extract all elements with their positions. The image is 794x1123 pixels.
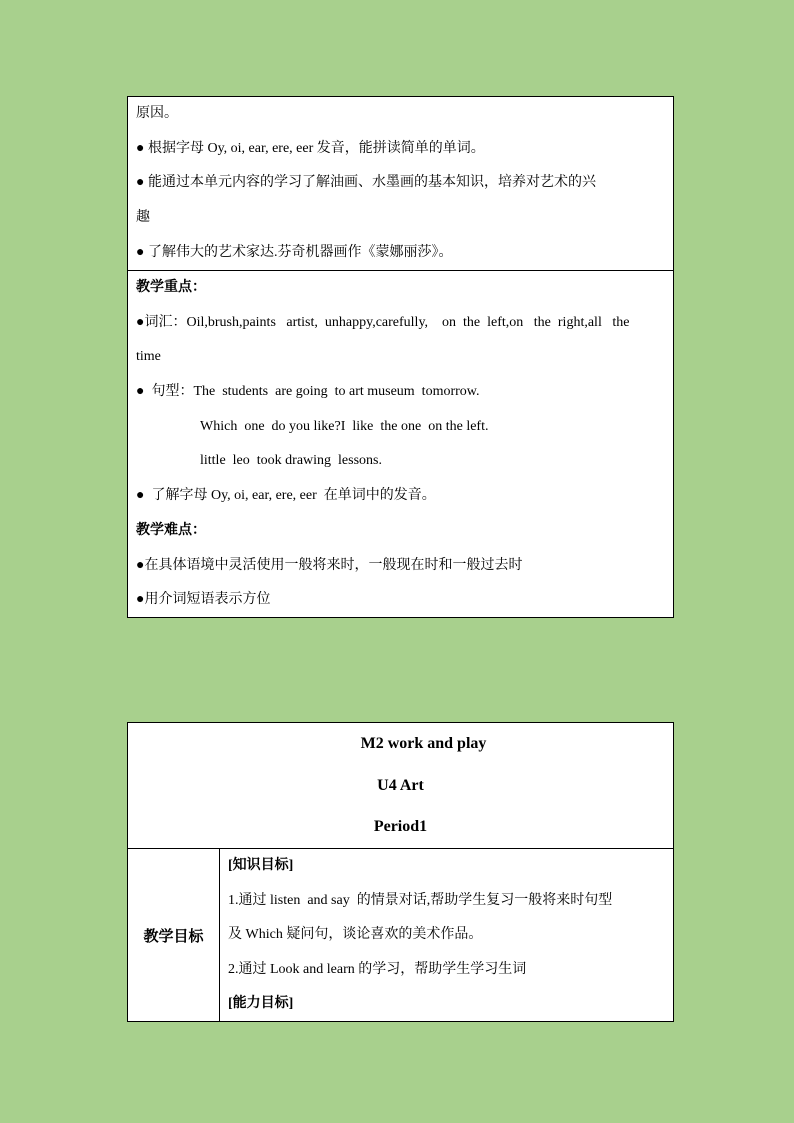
vocab-line: ●词汇：Oil,brush,paints artist, unhappy,carefully, on the left,on the right,all the: [136, 314, 630, 330]
objective-line: ● 根据字母 Oy, oi, ear, ere, eer 发音，能拼读简单的单词。: [136, 140, 485, 156]
objective-line: 趣: [136, 210, 150, 226]
sentence-pattern-line: Which one do you like?I like the one on the left.: [200, 418, 489, 434]
lesson-title-area: [128, 723, 673, 849]
ability-goals-heading: [能力目标]: [228, 996, 294, 1012]
phonics-line: ● 了解字母 Oy, oi, ear, ere, eer 在单词中的发音。: [136, 488, 436, 504]
vocab-line-continued: time: [136, 349, 161, 365]
objective-line: 原因。: [136, 106, 178, 121]
key-points-heading: 教学重点：: [136, 280, 206, 295]
teaching-goals-row: [128, 849, 673, 1022]
objectives-tail-cell: [128, 97, 673, 271]
objective-line: ● 了解伟大的艺术家达.芬奇机器画作《蒙娜丽莎》。: [136, 244, 453, 260]
unit-title: U4 Art: [377, 776, 424, 794]
difficulty-line: ●用介词短语表示方位: [136, 592, 271, 608]
knowledge-goals-heading: [知识目标]: [228, 858, 294, 873]
objective-line: ● 能通过本单元内容的学习了解油画、水墨画的基本知识，培养对艺术的兴: [136, 175, 596, 191]
teaching-goals-label: 教学目标: [128, 849, 220, 1022]
sentence-pattern-line: ● 句型：The students are going to art museum tomorrow.: [136, 384, 480, 400]
lesson-table-bottom: [127, 722, 674, 1022]
difficulties-heading: 教学难点：: [136, 522, 206, 538]
teaching-goals-content: [220, 849, 673, 1022]
goal-line: 及 Which 疑问句，谈论喜欢的美术作品。: [228, 927, 483, 943]
period-title: Period1: [373, 818, 428, 836]
goal-line: 2.通过 Look and learn 的学习，帮助学生学习生词: [228, 961, 527, 977]
goal-line: 1.通过 listen and say 的情景对话,帮助学生复习一般将来时句型: [228, 892, 613, 908]
key-points-cell: [128, 271, 673, 618]
module-title: M2 work and play: [360, 735, 487, 752]
difficulty-line: ●在具体语境中灵活使用一般将来时，一般现在时和一般过去时: [136, 557, 523, 573]
lesson-table-top: [127, 96, 674, 618]
sentence-pattern-line: little leo took drawing lessons.: [200, 453, 382, 469]
